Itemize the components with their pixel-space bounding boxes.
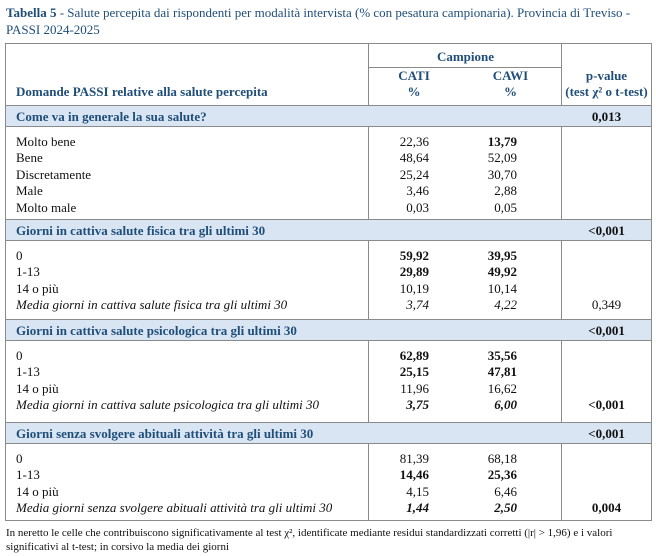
section-header xyxy=(6,219,651,241)
cell-cati: 0,03 xyxy=(406,199,429,215)
row-label: 14 o più xyxy=(16,380,59,396)
header-cati: CATI xyxy=(398,68,430,83)
section-header xyxy=(6,105,651,127)
cell-cawi: 68,18 xyxy=(487,451,517,466)
row-label: Media giorni in cattiva salute fisica tra gli ultimi 30 xyxy=(16,297,288,313)
row-label: Molto male xyxy=(16,199,77,215)
cell-cawi: 6,00 xyxy=(494,397,517,413)
cell-cati: 62,89 xyxy=(399,348,429,363)
cell-cawi: 2,50 xyxy=(494,500,517,516)
footnote: In neretto le celle che contribuiscono significativamente al test χ², identificate mediante residui standardizzati corretti (|r| > 1,96) e i valori significativi al t-test; in corsivo la media dei giorni xyxy=(6,527,613,553)
row-label: Media giorni in cattiva salute psicologica tra gli ultimi 30 xyxy=(16,397,319,413)
cell-cati: 81,39 xyxy=(399,451,429,466)
header-question-label: Domande PASSI relative alla salute percepita xyxy=(16,84,268,99)
cell-cati: 1,44 xyxy=(406,500,429,516)
cell-cawi: 6,46 xyxy=(494,483,517,499)
cell-cawi: 47,81 xyxy=(487,364,517,380)
row-label: 1-13 xyxy=(16,264,40,280)
cell-cawi: 30,70 xyxy=(487,166,517,182)
cell-cati: 14,46 xyxy=(399,467,429,483)
cell-cati: 3,46 xyxy=(406,183,429,199)
cell-cawi: 4,22 xyxy=(494,297,517,313)
cell-cati: 29,89 xyxy=(399,264,429,280)
row-label: 14 o più xyxy=(16,483,59,499)
cell-cati: 25,24 xyxy=(399,166,429,182)
cell-cawi: 52,09 xyxy=(487,150,517,166)
header-cati-pct: % xyxy=(407,84,421,99)
section-pvalue: <0,001 xyxy=(588,426,625,441)
row-label: 0 xyxy=(16,451,23,466)
cell-cati: 3,75 xyxy=(406,397,429,413)
row-label: 0 xyxy=(16,348,23,363)
header-cawi: CAWI xyxy=(492,68,529,83)
cell-cati: 11,96 xyxy=(400,380,429,396)
cell-cawi: 16,62 xyxy=(487,380,517,396)
cell-cati: 22,36 xyxy=(399,134,429,149)
section-pvalue: <0,001 xyxy=(588,323,625,338)
row-label: 1-13 xyxy=(16,364,40,380)
cell-cati: 3,74 xyxy=(406,297,429,313)
cell-cati: 4,15 xyxy=(406,483,429,499)
section-title: Giorni in cattiva salute psicologica tra gli ultimi 30 xyxy=(16,323,297,338)
cell-cati: 48,64 xyxy=(399,150,429,166)
caption-label: Tabella 5 xyxy=(6,5,57,20)
cell-cawi: 49,92 xyxy=(487,264,517,280)
cell-cawi: 25,36 xyxy=(487,467,517,483)
cell-pvalue: 0,349 xyxy=(591,297,622,313)
header-campione: Campione xyxy=(436,49,495,64)
section-header xyxy=(6,319,651,341)
section-header xyxy=(6,422,651,444)
cell-cawi: 35,56 xyxy=(487,348,517,363)
section-title: Come va in generale la sua salute? xyxy=(16,109,207,124)
header-pvalue-test: (test χ² o t-test) xyxy=(565,84,648,99)
table-caption xyxy=(6,4,652,38)
cell-cawi: 39,95 xyxy=(487,248,517,263)
row-label: 0 xyxy=(16,248,23,263)
section-title: Giorni senza svolgere abituali attività tra gli ultimi 30 xyxy=(16,426,314,441)
row-label: Media giorni senza svolgere abituali attività tra gli ultimi 30 xyxy=(16,500,333,516)
caption-text: - Salute percepita dai rispondenti per modalità intervista (% con pesatura campionaria). Provincia di Treviso - PASSI 2024-2025 xyxy=(6,5,631,37)
row-label: 1-13 xyxy=(16,467,40,483)
cell-cati: 59,92 xyxy=(399,248,429,263)
cell-cawi: 10,14 xyxy=(487,280,517,296)
section-pvalue: 0,013 xyxy=(591,109,622,124)
row-label: Bene xyxy=(16,150,43,166)
row-label: Male xyxy=(16,183,43,199)
cell-cati: 10,19 xyxy=(399,280,429,296)
cell-cawi: 0,05 xyxy=(494,199,517,215)
cell-cawi: 13,79 xyxy=(487,134,517,149)
cell-pvalue: <0,001 xyxy=(588,397,625,413)
cell-cawi: 2,88 xyxy=(494,183,517,199)
section-pvalue: <0,001 xyxy=(588,223,625,238)
cell-cati: 25,15 xyxy=(399,364,429,380)
header-pvalue: p-value xyxy=(585,68,628,83)
section-title: Giorni in cattiva salute fisica tra gli ultimi 30 xyxy=(16,223,266,238)
cell-pvalue: 0,004 xyxy=(591,500,622,516)
row-label: Molto bene xyxy=(16,134,76,149)
data-table xyxy=(5,43,652,521)
row-label: Discretamente xyxy=(16,166,92,182)
header-cawi-pct: % xyxy=(504,84,517,99)
row-label: 14 o più xyxy=(16,280,59,296)
